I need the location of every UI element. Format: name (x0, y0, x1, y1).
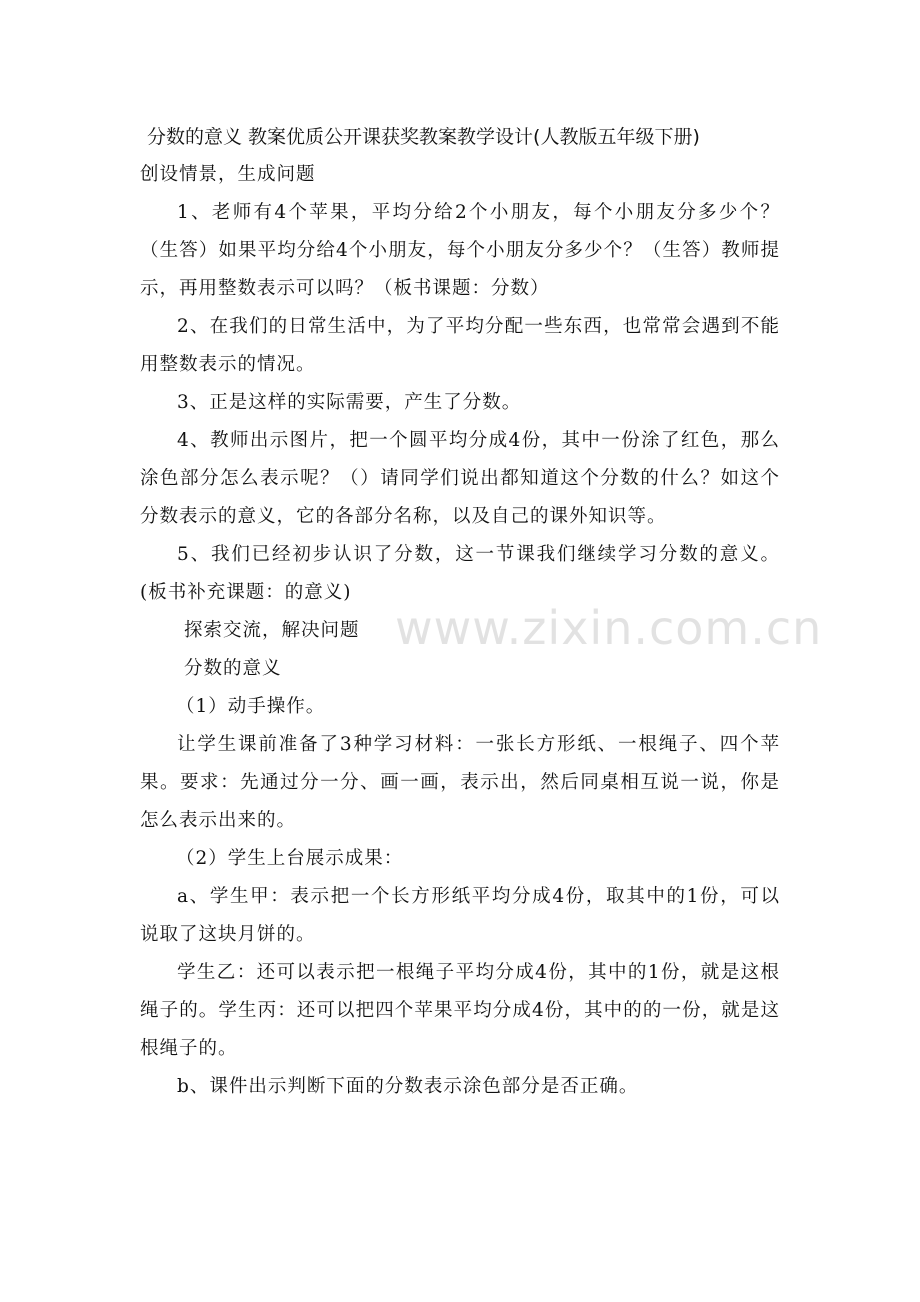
paragraph-student-a: a、学生甲：表示把一个长方形纸平均分成4份，取其中的1份，可以说取了这块月饼的。 (140, 886, 780, 945)
document-title: 分数的意义 教案优质公开课获奖教案教学设计(人教版五年级下册) (147, 126, 700, 148)
watermark: www.zixin.com.cn (395, 601, 823, 655)
paragraph-5: 5、我们已经初步认识了分数，这一节课我们继续学习分数的意义。(板书补充课题：的意义) (140, 544, 780, 603)
paragraph-courseware: b、课件出示判断下面的分数表示涂色部分是否正确。 (177, 1076, 639, 1097)
paragraph-student-b-c: 学生乙：还可以表示把一根绳子平均分成4份，其中的1份，就是这根绳子的。学生丙：还可以把四个苹果平均分成4份，其中的的一份，就是这根绳子的。 (140, 962, 780, 1059)
section-heading-meaning: 分数的意义 (184, 658, 282, 679)
section-heading-create-situation: 创设情景，生成问题 (140, 164, 316, 185)
section-heading-explore: 探索交流，解决问题 (184, 620, 360, 641)
paragraph-1: 1、老师有4个苹果，平均分给2个小朋友，每个小朋友分多少个？（生答）如果平均分给4个小朋友，每个小朋友分多少个？（生答）教师提示，再用整数表示可以吗？（板书课题：分数） (140, 202, 780, 299)
paragraph-materials: 让学生课前准备了3种学习材料：一张长方形纸、一根绳子、四个苹果。要求：先通过分一分、画一画，表示出，然后同桌相互说一说，你是怎么表示出来的。 (140, 734, 780, 831)
paragraph-2: 2、在我们的日常生活中，为了平均分配一些东西，也常常会遇到不能用整数表示的情况。 (140, 316, 780, 375)
step-present-results: （2）学生上台展示成果： (176, 848, 404, 869)
step-hands-on: （1）动手操作。 (176, 696, 326, 717)
paragraph-3: 3、正是这样的实际需要，产生了分数。 (177, 392, 522, 413)
paragraph-4: 4、教师出示图片，把一个圆平均分成4份，其中一份涂了红色，那么涂色部分怎么表示呢？（）请同学们说出都知道这个分数的什么？如这个分数表示的意义，它的各部分名称，以及自己的课外知识等。 (140, 430, 780, 527)
document-body (140, 156, 780, 1106)
